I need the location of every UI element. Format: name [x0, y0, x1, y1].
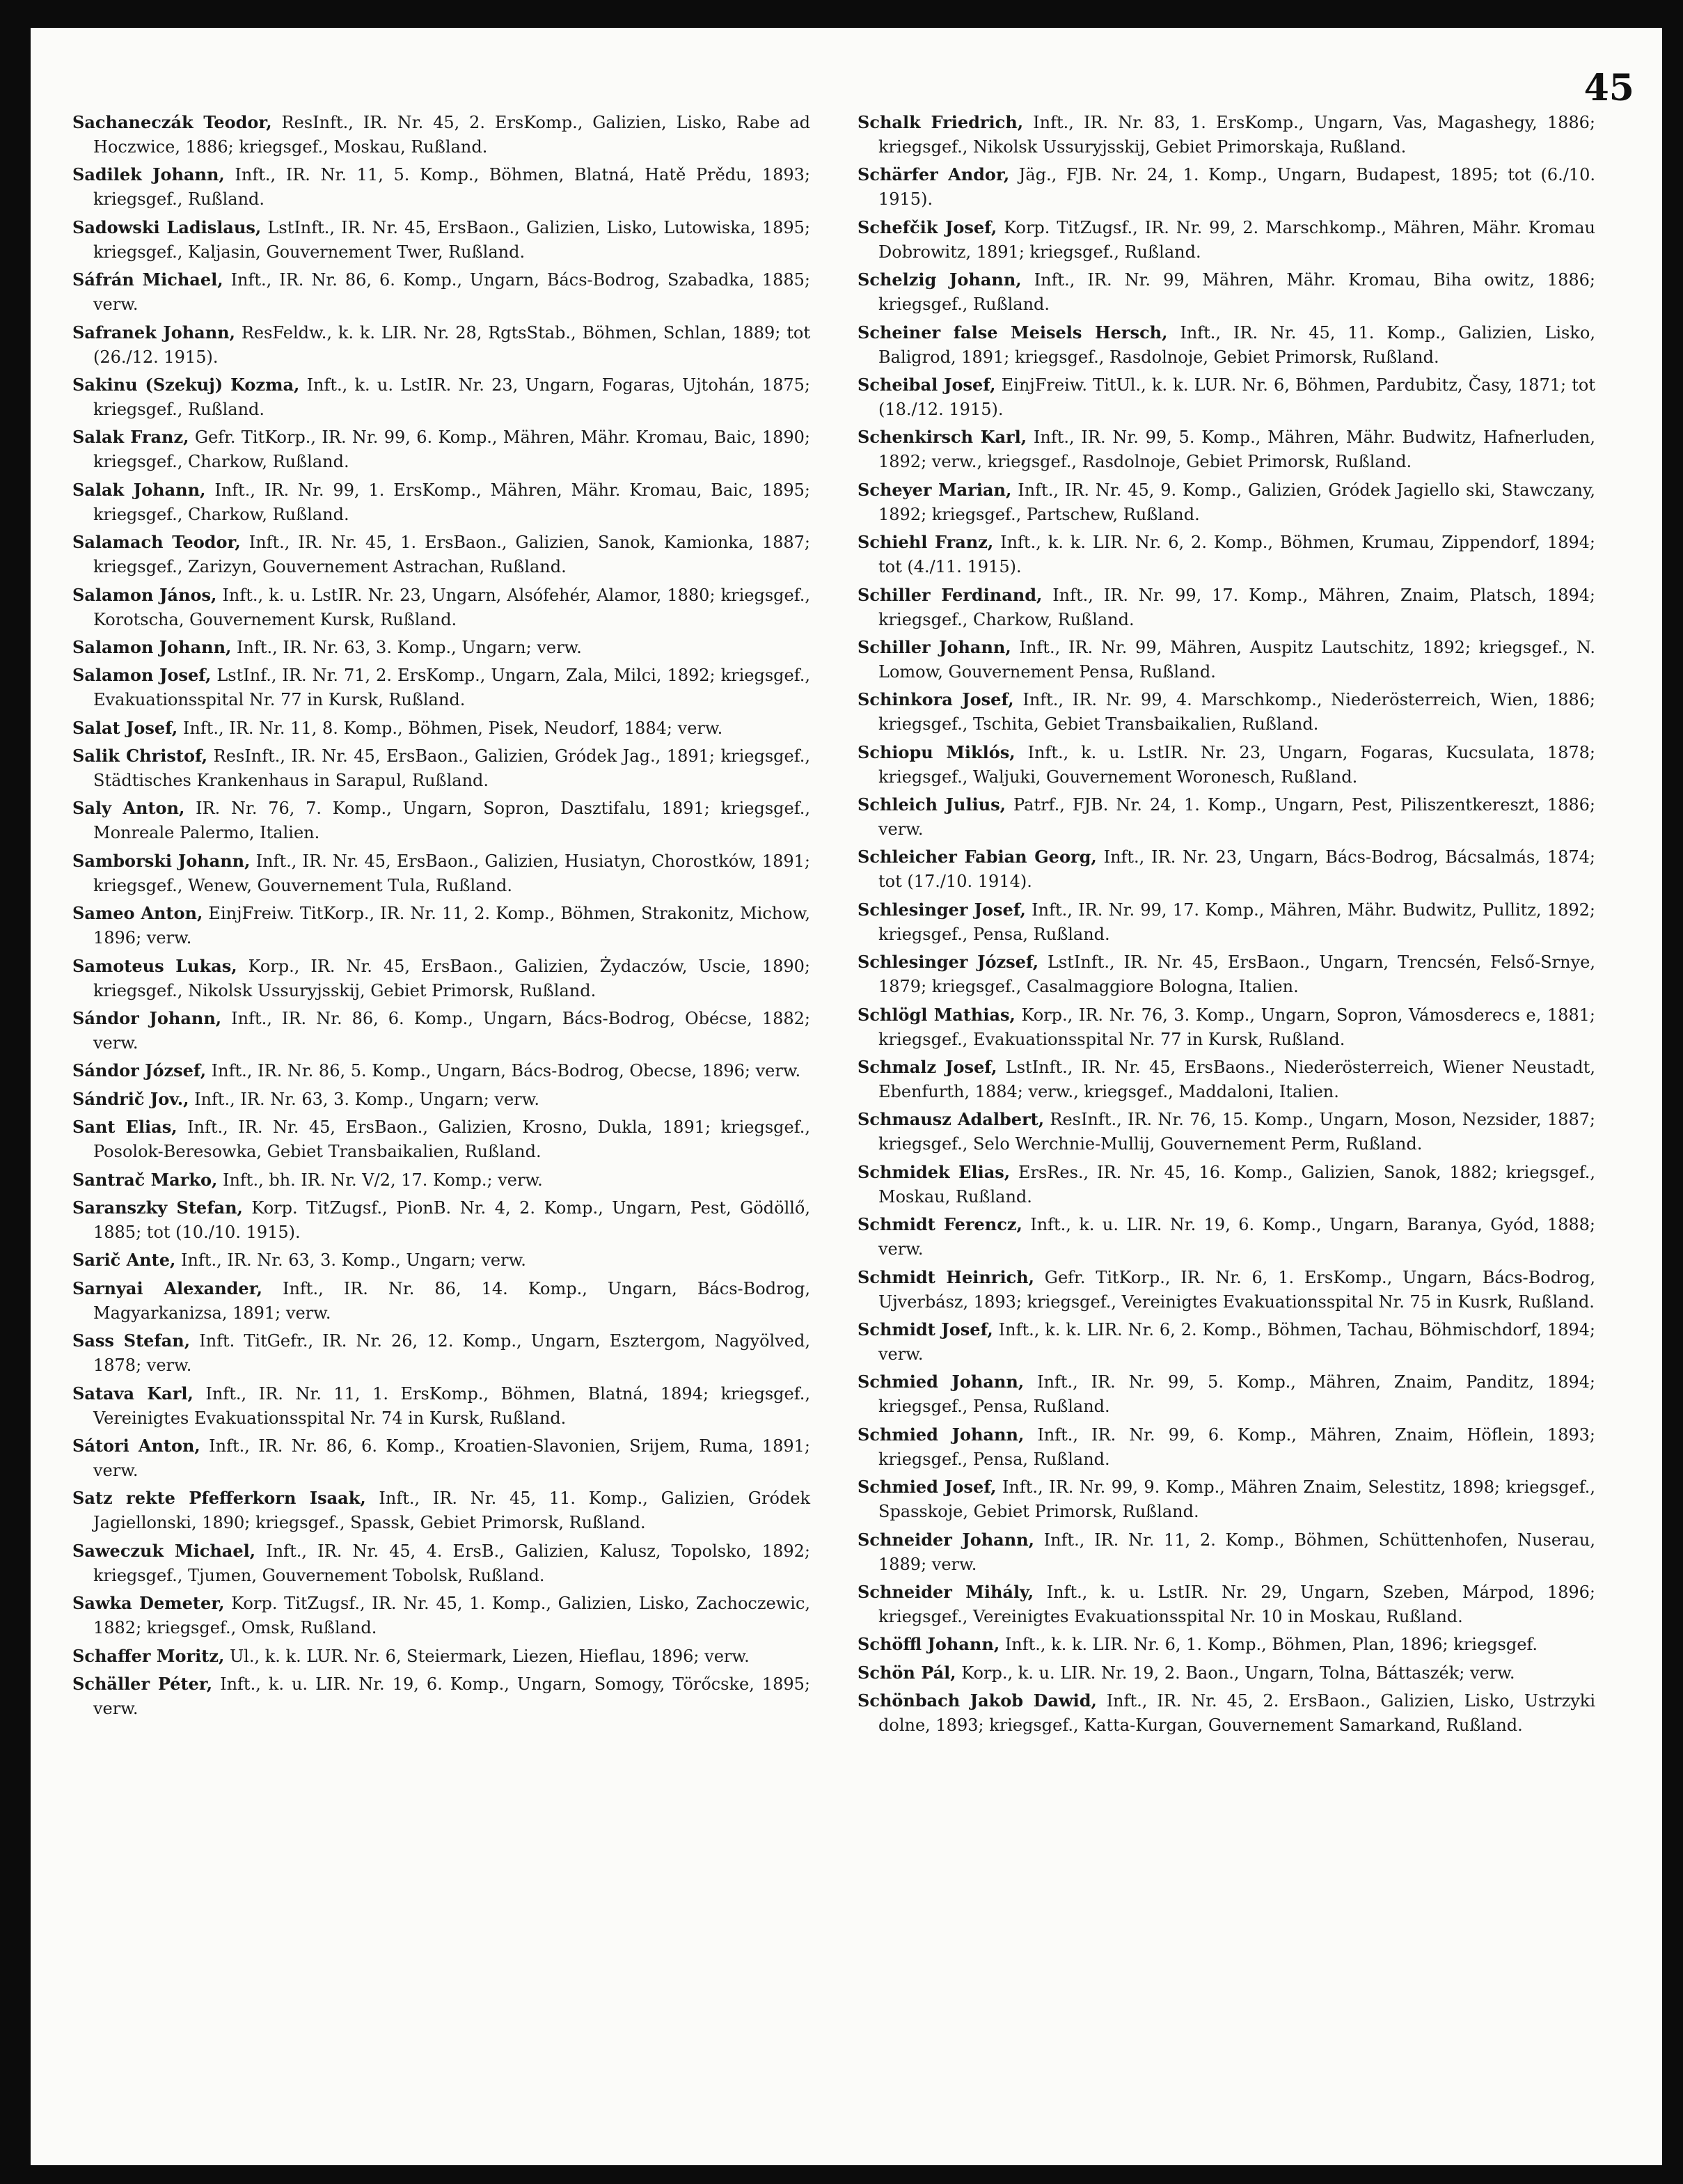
entry-details: Inft., IR. Nr. 45, 11. Komp., Galizien, Gródek Jagiellonski, 1890; kriegsgef., Spassk, Gebiet Primorsk, Rußland.: [93, 1488, 810, 1533]
register-entry: [72, 162, 810, 212]
register-entry: [72, 663, 810, 712]
register-entry: [72, 796, 810, 845]
entry-details: Inft., IR. Nr. 11, 1. ErsKomp., Böhmen, Blatná, 1894; kriegsgef., Vereinigtes Evakuationsspital Nr. 74 in Kursk, Rußland.: [93, 1383, 811, 1428]
register-entry: [858, 950, 1595, 999]
entry-details: Korp., k. u. LIR. Nr. 19, 2. Baon., Ungarn, Tolna, Báttaszék; verw.: [956, 1663, 1515, 1683]
register-entry: [72, 1672, 810, 1721]
entry-details: Inft., IR. Nr. 45, 4. ErsB., Galizien, Kalusz, Topolsko, 1892; kriegsgef., Tjumen, Gouvernement Tobolsk, Rußland.: [93, 1541, 811, 1585]
register-entry: [858, 530, 1595, 579]
register-entry: [72, 1328, 810, 1378]
entry-details: IR. Nr. 76, 7. Komp., Ungarn, Sopron, Dasztifalu, 1891; kriegsgef., Monreale Palermo, Italien.: [93, 799, 810, 843]
entry-details: Ul., k. k. LUR. Nr. 6, Steiermark, Liezen, Hieflau, 1896; verw.: [224, 1646, 750, 1666]
entry-name: Schmidt Heinrich,: [858, 1266, 1034, 1287]
entry-details: Inft., k. k. LIR. Nr. 6, 1. Komp., Böhmen, Plan, 1896; kriegsgef.: [999, 1635, 1538, 1655]
entry-details: Inft., IR. Nr. 45, ErsBaon., Galizien, Krosno, Dukla, 1891; kriegsgef., Posolok-Beresowka, Gebiet Transbaikalien, Rußland.: [93, 1117, 810, 1162]
register-entry: [858, 1160, 1595, 1209]
entry-details: Inft., IR. Nr. 45, 11. Komp., Galizien, Lisko, Baligrod, 1891; kriegsgef., Rasdolnoje, Gebiet Primorsk, Rußland.: [878, 322, 1595, 367]
entry-details: Inft., k. u. LIR. Nr. 19, 6. Komp., Ungarn, Baranya, Gyód, 1888; verw.: [878, 1215, 1596, 1259]
entry-details: Inft., IR. Nr. 99, 17. Komp., Mähren, Mähr. Budwitz, Pullitz, 1892; kriegsgef., Pensa, Rußland.: [878, 899, 1595, 944]
register-entry: [72, 372, 810, 422]
entry-name: Schlesinger József,: [858, 952, 1039, 973]
entry-details: Gefr. TitKorp., IR. Nr. 99, 6. Komp., Mähren, Mähr. Kromau, Baic, 1890; kriegsgef., Charkow, Rußland.: [93, 427, 811, 472]
register-entry: [858, 740, 1595, 789]
entry-details: Inft., IR. Nr. 99, 17. Komp., Mähren, Znaim, Platsch, 1894; kriegsgef., Charkow, Rußland.: [878, 585, 1596, 629]
entry-details: Korp. TitZugsf., PionB. Nr. 4, 2. Komp., Ungarn, Pest, Gödöllő, 1885; tot (10./10. 1915).: [93, 1197, 810, 1242]
entry-name: Satz rekte Pfefferkorn Isaak,: [72, 1488, 366, 1509]
entry-name: Sameo Anton,: [72, 903, 203, 924]
register-entry: [858, 1265, 1595, 1314]
entry-name: Sándor József,: [72, 1060, 207, 1081]
register-entry: [858, 215, 1595, 265]
entry-name: Salak Franz,: [72, 427, 189, 448]
entry-name: Sachaneczák Teodor,: [72, 112, 272, 132]
entry-details: Inft., IR. Nr. 11, 5. Komp., Böhmen, Blatná, Hatě Prědu, 1893; kriegsgef., Rußland.: [93, 165, 810, 210]
entry-name: Samborski Johann,: [72, 850, 251, 871]
register-entry: [72, 1006, 810, 1055]
entry-details: ResFeldw., k. k. LIR. Nr. 28, RgtsStab., Böhmen, Schlan, 1889; tot (26./12. 1915).: [93, 322, 810, 367]
register-entry: [72, 1168, 810, 1193]
entry-name: Schmied Josef,: [858, 1477, 997, 1498]
register-entry: [858, 162, 1595, 212]
register-entry: [72, 267, 810, 317]
entry-details: Gefr. TitKorp., IR. Nr. 6, 1. ErsKomp., Ungarn, Bács-Bodrog, Ujverbász, 1893; kriegsgef., Vereinigtes Evakuationsspital Nr. 75 in Kusrk, Rußland.: [878, 1267, 1595, 1312]
entry-details: Korp., IR. Nr. 76, 3. Komp., Ungarn, Sopron, Vámosderecs e, 1881; kriegsgef., Evakuationsspital Nr. 77 in Kursk, Rußland.: [878, 1005, 1595, 1049]
register-entry: [72, 901, 810, 950]
entry-details: Inft., IR. Nr. 23, Ungarn, Bács-Bodrog, Bácsalmás, 1874; tot (17./10. 1914).: [878, 847, 1595, 892]
entry-name: Schiller Johann,: [858, 636, 1011, 657]
entry-name: Sakinu (Szekuj) Kozma,: [72, 374, 300, 395]
entry-details: ErsRes., IR. Nr. 45, 16. Komp., Galizien, Sanok, 1882; kriegsgef., Moskau, Rußland.: [878, 1162, 1595, 1207]
entry-name: Saranszky Stefan,: [72, 1197, 243, 1218]
entry-name: Schlesinger Josef,: [858, 899, 1026, 920]
entry-name: Schäller Péter,: [72, 1673, 213, 1694]
entry-details: Inft. TitGefr., IR. Nr. 26, 12. Komp., Ungarn, Esztergom, Nagyölved, 1878; verw.: [93, 1331, 810, 1376]
entry-details: Inft., IR. Nr. 99, Mähren, Auspitz Lautschitz, 1892; kriegsgef., N. Lomow, Gouvernement Pensa, Rußland.: [878, 637, 1596, 682]
entry-details: Inft., IR. Nr. 99, Mähren, Mähr. Kromau, Biha owitz, 1886; kriegsgef., Rußland.: [878, 270, 1596, 315]
entry-details: ResInft., IR. Nr. 76, 15. Komp., Ungarn, Moson, Nezsider, 1887; kriegsgef., Selo Werchnie-Mullij, Gouvernement Perm, Rußland.: [878, 1110, 1595, 1154]
entry-name: Samoteus Lukas,: [72, 955, 237, 976]
register-entry: [72, 583, 810, 632]
entry-name: Schlögl Mathias,: [858, 1004, 1016, 1025]
entry-name: Sándor Johann,: [72, 1008, 222, 1029]
entry-name: Schiller Ferdinand,: [858, 584, 1043, 605]
entry-name: Sarič Ante,: [72, 1250, 176, 1271]
entry-details: Inft., IR. Nr. 86, 6. Komp., Kroatien-Slavonien, Srijem, Ruma, 1891; verw.: [93, 1436, 811, 1480]
entry-details: Inft., IR. Nr. 99, 9. Komp., Mähren Znaim, Selestitz, 1898; kriegsgef., Spasskoje, Gebiet Primorsk, Rußland.: [878, 1477, 1596, 1522]
register-entry: [72, 635, 810, 660]
register-entry: [72, 1644, 810, 1669]
left-column: [72, 110, 810, 1724]
register-entry: [858, 267, 1595, 317]
entry-details: Inft., k. k. LIR. Nr. 6, 2. Komp., Böhmen, Tachau, Böhmischdorf, 1894; verw.: [878, 1319, 1595, 1364]
entry-name: Salamon Johann,: [72, 636, 232, 657]
register-entry: [858, 320, 1595, 370]
register-entry: [858, 1369, 1595, 1419]
entry-details: Inft., IR. Nr. 63, 3. Komp., Ungarn; verw.: [189, 1089, 539, 1109]
register-entry: [858, 1527, 1595, 1577]
register-entry: [858, 1475, 1595, 1524]
entry-name: Schmied Johann,: [858, 1424, 1025, 1445]
entry-name: Sadilek Johann,: [72, 164, 225, 185]
register-entry: [72, 110, 810, 159]
entry-details: Patrf., FJB. Nr. 24, 1. Komp., Ungarn, Pest, Piliszentkereszt, 1886; verw.: [878, 795, 1596, 840]
entry-details: Inft., IR. Nr. 86, 5. Komp., Ungarn, Bács-Bodrog, Obecse, 1896; verw.: [206, 1061, 801, 1081]
entry-name: Schmied Johann,: [858, 1372, 1025, 1392]
entry-details: EinjFreiw. TitKorp., IR. Nr. 11, 2. Komp., Böhmen, Strakonitz, Michow, 1896; verw.: [93, 904, 810, 948]
entry-name: Schmalz Josef,: [858, 1057, 997, 1078]
entry-name: Sant Elias,: [72, 1117, 177, 1138]
entry-name: Sáfrán Michael,: [72, 269, 223, 290]
entry-details: Korp. TitZugsf., IR. Nr. 45, 1. Komp., Galizien, Lisko, Zachoczewic, 1882; kriegsgef., Omsk, Rußland.: [93, 1594, 811, 1638]
entry-name: Salamach Teodor,: [72, 532, 241, 553]
page-number: 45: [1583, 67, 1634, 109]
register-entry: [72, 1433, 810, 1483]
entry-name: Schefčik Josef,: [858, 217, 997, 237]
entry-name: Safranek Johann,: [72, 322, 235, 343]
register-entry: [72, 1195, 810, 1245]
register-entry: [858, 1212, 1595, 1262]
entry-details: Inft., IR. Nr. 45, 1. ErsBaon., Galizien, Sanok, Kamionka, 1887; kriegsgef., Zarizyn, Gouvernement Astrachan, Rußland.: [93, 533, 811, 577]
entry-name: Schalk Friedrich,: [858, 112, 1024, 132]
register-entry: [72, 744, 810, 793]
entry-details: Inft., IR. Nr. 99, 5. Komp., Mähren, Mähr. Budwitz, Hafnerluden, 1892; verw., kriegsgef., Rasdolnoje, Gebiet Primorsk, Rußland.: [878, 427, 1596, 472]
entry-name: Saly Anton,: [72, 798, 185, 819]
register-entry: [72, 478, 810, 527]
entry-name: Sadowski Ladislaus,: [72, 217, 262, 237]
entry-name: Sass Stefan,: [72, 1330, 191, 1351]
register-entry: [858, 1107, 1595, 1156]
register-entry: [72, 320, 810, 370]
entry-name: Schöffl Johann,: [858, 1634, 1000, 1655]
entry-name: Satava Karl,: [72, 1383, 193, 1404]
entry-name: Schmidt Josef,: [858, 1319, 993, 1340]
entry-details: Inft., IR. Nr. 86, 6. Komp., Ungarn, Bács-Bodrog, Obécse, 1882; verw.: [93, 1009, 810, 1053]
register-entry: [72, 425, 810, 474]
register-entry: [858, 1055, 1595, 1104]
register-entry: [858, 425, 1595, 474]
entry-details: Inft., k. u. LIR. Nr. 19, 6. Komp., Ungarn, Somogy, Törőcske, 1895; verw.: [93, 1674, 810, 1718]
entry-details: ResInft., IR. Nr. 45, 2. ErsKomp., Galizien, Lisko, Rabe ad Hoczwice, 1886; kriegsgef., Moskau, Rußland.: [93, 113, 810, 157]
entry-details: Inft., k. u. LstIR. Nr. 23, Ungarn, Fogaras, Ujtohán, 1875; kriegsgef., Rußland.: [93, 375, 811, 419]
entry-details: Inft., k. u. LstIR. Nr. 23, Ungarn, Fogaras, Kucsulata, 1878; kriegsgef., Waljuki, Gouvernement Woronesch, Rußland.: [878, 742, 1595, 787]
entry-details: Jäg., FJB. Nr. 24, 1. Komp., Ungarn, Budapest, 1895; tot (6./10. 1915).: [878, 165, 1596, 210]
register-entry: [858, 687, 1595, 737]
register-entry: [858, 1003, 1595, 1052]
register-entry: [858, 1422, 1595, 1472]
entry-details: Inft., IR. Nr. 86, 6. Komp., Ungarn, Bács-Bodrog, Szabadka, 1885; verw.: [93, 270, 811, 315]
entry-name: Scheibal Josef,: [858, 374, 996, 395]
entry-name: Sawka Demeter,: [72, 1593, 225, 1614]
entry-details: EinjFreiw. TitUl., k. k. LUR. Nr. 6, Böhmen, Pardubitz, Časy, 1871; tot (18./12. 1915).: [878, 375, 1595, 419]
entry-name: Schleich Julius,: [858, 794, 1006, 815]
entry-name: Schmidek Elias,: [858, 1161, 1011, 1182]
entry-details: LstInft., IR. Nr. 45, ErsBaons., Niederösterreich, Wiener Neustadt, Ebenfurth, 1884; verw., kriegsgef., Maddaloni, Italien.: [878, 1058, 1595, 1102]
entry-name: Schönbach Jakob Dawid,: [858, 1690, 1097, 1711]
entry-name: Schleicher Fabian Georg,: [858, 847, 1097, 867]
entry-name: Schärfer Andor,: [858, 164, 1010, 185]
register-entry: [72, 1486, 810, 1535]
entry-details: Korp., IR. Nr. 45, ErsBaon., Galizien, Żydaczów, Uscie, 1890; kriegsgef., Nikolsk Ussuryjsskij, Gebiet Primorsk, Rußland.: [93, 956, 810, 1000]
entry-name: Salak Johann,: [72, 479, 206, 500]
entry-name: Salamon Josef,: [72, 665, 212, 686]
entry-details: Inft., IR. Nr. 83, 1. ErsKomp., Ungarn, Vas, Magashegy, 1886; kriegsgef., Nikolsk Ussuryjsskij, Gebiet Primorskaja, Rußland.: [878, 113, 1596, 157]
entry-details: Inft., k. u. LstIR. Nr. 29, Ungarn, Szeben, Márpod, 1896; kriegsgef., Vereinigtes Evakuationsspital Nr. 10 in Moskau, Rußland.: [878, 1582, 1595, 1626]
entry-name: Sándrič Jov.,: [72, 1088, 189, 1109]
register-entry: [858, 1317, 1595, 1367]
entry-name: Schneider Johann,: [858, 1529, 1034, 1550]
entry-details: Inft., k. u. LstIR. Nr. 23, Ungarn, Alsófehér, Alamor, 1880; kriegsgef., Korotscha, Gouvernement Kursk, Rußland.: [93, 585, 810, 629]
entry-name: Schneider Mihály,: [858, 1581, 1034, 1602]
register-entry: [858, 110, 1595, 159]
register-entry: [72, 954, 810, 1003]
register-entry: [858, 1688, 1595, 1738]
entry-details: Inft., IR. Nr. 45, ErsBaon., Galizien, Husiatyn, Chorostków, 1891; kriegsgef., Wenew, Gouvernement Tula, Rußland.: [93, 851, 810, 895]
register-entry: [72, 1539, 810, 1588]
entry-details: Inft., IR. Nr. 45, 9. Komp., Galizien, Gródek Jagiello ski, Stawczany, 1892; kriegsgef., Partschew, Rußland.: [878, 480, 1595, 524]
entry-details: Inft., IR. Nr. 99, 1. ErsKomp., Mähren, Mähr. Kromau, Baic, 1895; kriegsgef., Charkow, Rußland.: [93, 480, 810, 524]
register-entry: [72, 1276, 810, 1326]
entry-details: Inft., IR. Nr. 45, 2. ErsBaon., Galizien, Lisko, Ustrzyki dolne, 1893; kriegsgef., Katta-Kurgan, Gouvernement Samarkand, Rußland.: [878, 1691, 1596, 1736]
register-entry: [858, 1580, 1595, 1629]
register-entry: [858, 844, 1595, 894]
entry-details: LstInft., IR. Nr. 45, ErsBaon., Ungarn, Trencsén, Felső-Srnye, 1879; kriegsgef., Casalmaggiore Bologna, Italien.: [878, 952, 1595, 997]
entry-details: Inft., IR. Nr. 99, 5. Komp., Mähren, Znaim, Panditz, 1894; kriegsgef., Pensa, Rußland.: [878, 1372, 1595, 1417]
entry-name: Schaffer Moritz,: [72, 1645, 225, 1666]
entry-name: Schiehl Franz,: [858, 532, 994, 553]
register-entry: [72, 215, 810, 265]
register-entry: [858, 792, 1595, 842]
entry-details: ResInft., IR. Nr. 45, ErsBaon., Galizien, Gródek Jag., 1891; kriegsgef., Städtisches Krankenhaus in Sarapul, Rußland.: [93, 746, 811, 791]
entry-name: Saweczuk Michael,: [72, 1540, 256, 1561]
entry-name: Schmidt Ferencz,: [858, 1214, 1022, 1235]
register-entry: [858, 1632, 1595, 1657]
register-entry: [858, 372, 1595, 422]
register-entry: [72, 1115, 810, 1164]
entry-details: LstInft., IR. Nr. 45, ErsBaon., Galizien, Lisko, Lutowiska, 1895; kriegsgef., Kaljasin, Gouvernement Twer, Rußland.: [93, 217, 811, 262]
entry-details: Inft., IR. Nr. 99, 4. Marschkomp., Niederösterreich, Wien, 1886; kriegsgef., Tschita, Gebiet Transbaikalien, Rußland.: [878, 690, 1595, 734]
entry-name: Santrač Marko,: [72, 1169, 218, 1190]
register-entry: [72, 849, 810, 898]
entry-name: Salat Josef,: [72, 717, 178, 738]
register-entry: [858, 635, 1595, 684]
register-entry: [858, 478, 1595, 527]
right-column: [858, 110, 1595, 1741]
register-entry: [858, 583, 1595, 632]
register-entry: [72, 716, 810, 741]
entry-details: Inft., bh. IR. Nr. V/2, 17. Komp.; verw.: [217, 1170, 543, 1190]
register-entry: [858, 897, 1595, 947]
entry-details: Inft., IR. Nr. 99, 6. Komp., Mähren, Znaim, Höflein, 1893; kriegsgef., Pensa, Rußland.: [878, 1424, 1595, 1469]
register-entry: [858, 1660, 1595, 1686]
entry-details: LstInf., IR. Nr. 71, 2. ErsKomp., Ungarn, Zala, Milci, 1892; kriegsgef., Evakuationsspital Nr. 77 in Kursk, Rußland.: [93, 666, 810, 710]
entry-details: Inft., IR. Nr. 11, 2. Komp., Böhmen, Schüttenhofen, Nuserau, 1889; verw.: [878, 1530, 1595, 1574]
entry-details: Korp. TitZugsf., IR. Nr. 99, 2. Marschkomp., Mähren, Mähr. Kromau Dobrowitz, 1891; kriegsgef., Rußland.: [878, 217, 1595, 262]
entry-name: Salamon János,: [72, 584, 217, 605]
register-entry: [72, 1381, 810, 1431]
entry-name: Schinkora Josef,: [858, 689, 1014, 710]
entry-name: Schelzig Johann,: [858, 269, 1022, 290]
entry-name: Schiopu Miklós,: [858, 741, 1016, 762]
entry-name: Schenkirsch Karl,: [858, 427, 1027, 448]
entry-name: Sarnyai Alexander,: [72, 1278, 262, 1298]
entry-details: Inft., k. k. LIR. Nr. 6, 2. Komp., Böhmen, Krumau, Zippendorf, 1894; tot (4./11. 1915).: [878, 533, 1595, 577]
register-entry: [72, 1591, 810, 1640]
entry-name: Schön Pál,: [858, 1662, 956, 1683]
entry-name: Salik Christof,: [72, 746, 208, 767]
register-entry: [72, 1248, 810, 1273]
entry-name: Sátori Anton,: [72, 1435, 200, 1456]
register-entry: [72, 1087, 810, 1112]
entry-details: Inft., IR. Nr. 63, 3. Komp., Ungarn; verw.: [175, 1250, 526, 1271]
entry-details: Inft., IR. Nr. 11, 8. Komp., Böhmen, Pisek, Neudorf, 1884; verw.: [177, 718, 723, 738]
entry-name: Scheiner false Meisels Hersch,: [858, 322, 1168, 343]
entry-details: Inft., IR. Nr. 86, 14. Komp., Ungarn, Bács-Bodrog, Magyarkanizsa, 1891; verw.: [93, 1278, 811, 1323]
register-page: [31, 28, 1662, 2165]
entry-details: Inft., IR. Nr. 63, 3. Komp., Ungarn; verw.: [231, 637, 582, 657]
register-entry: [72, 1058, 810, 1083]
entry-name: Schmausz Adalbert,: [858, 1109, 1045, 1130]
register-entry: [72, 530, 810, 579]
entry-name: Scheyer Marian,: [858, 479, 1012, 500]
